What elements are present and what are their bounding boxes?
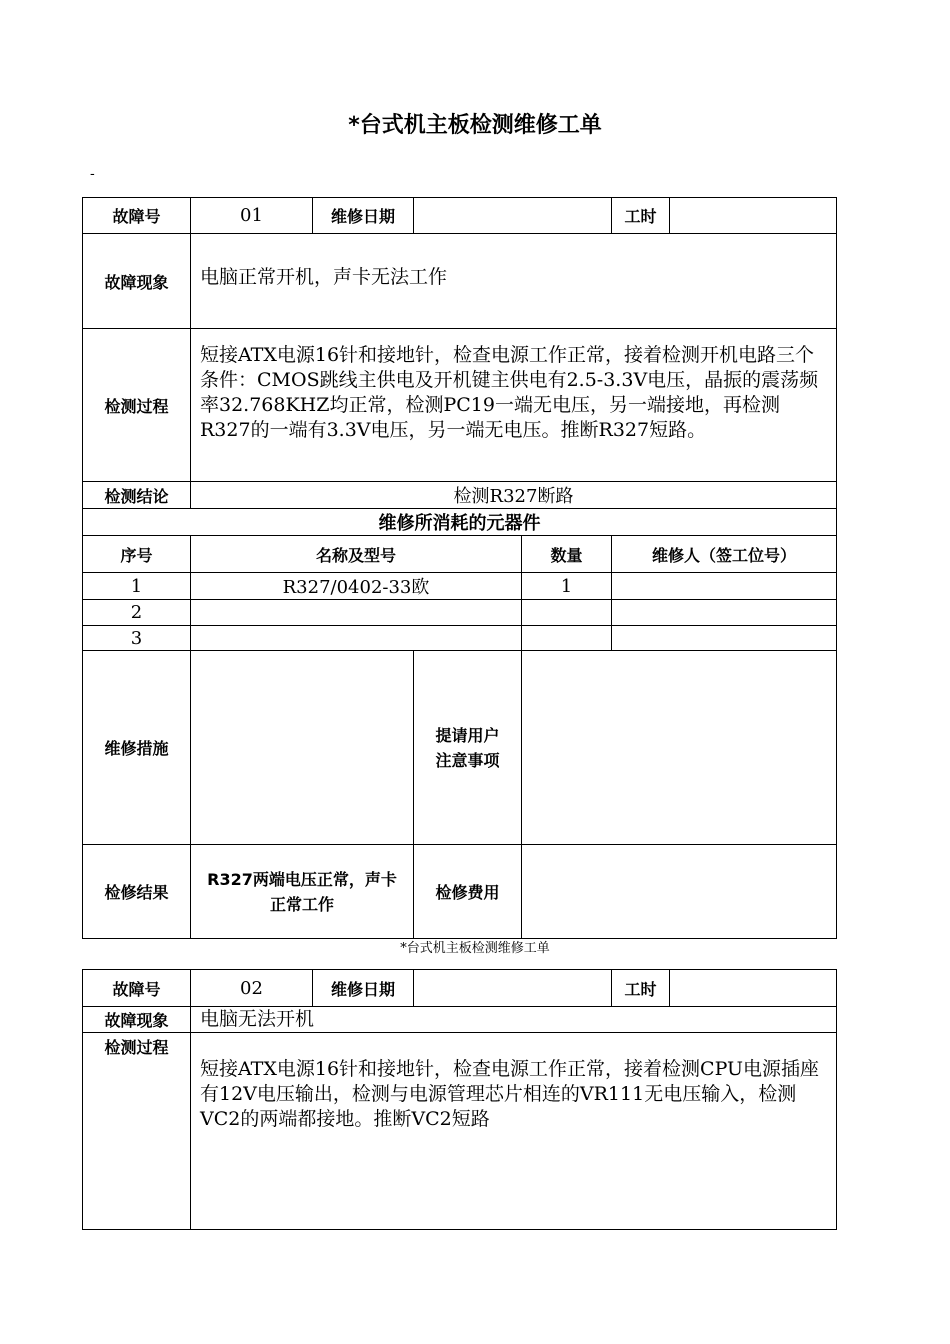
conclusion-value: 检测R327断路	[191, 482, 837, 509]
fee-label: 检修费用	[414, 845, 522, 939]
result-label: 检修结果	[83, 845, 191, 939]
measures-value[interactable]	[191, 651, 414, 845]
part-seq: 3	[83, 626, 191, 651]
part-repairer[interactable]	[612, 600, 837, 626]
process-label: 检测过程	[83, 1033, 191, 1230]
part-qty[interactable]	[522, 626, 612, 651]
process-value: 短接ATX电源16针和接地针，检查电源工作正常，接着检测开机电路三个条件：CMOS跳线主供电及开机键主供电有2.5-3.3V电压，晶振的震荡频率32.768KHZ均正常，检测PC19一端无电压，另一端接地，再检测R327的一端有3.3V电压，另一端无电压。推断R327短路。	[191, 329, 837, 482]
table-row	[83, 573, 837, 600]
result-value: R327两端电压正常，声卡正常工作	[191, 845, 414, 939]
symptom-label: 故障现象	[83, 1007, 191, 1033]
symptom-value: 电脑正常开机，声卡无法工作	[191, 234, 837, 329]
part-seq: 2	[83, 600, 191, 626]
part-repairer[interactable]	[612, 626, 837, 651]
process-label: 检测过程	[83, 329, 191, 482]
repair-date-value[interactable]	[414, 198, 612, 234]
notice-value[interactable]	[522, 651, 837, 845]
work-hours-label: 工时	[612, 198, 670, 234]
repair-date-value[interactable]	[414, 970, 612, 1007]
caption: *台式机主板检测维修工单	[400, 941, 550, 956]
work-order-table-1	[82, 197, 837, 939]
part-name[interactable]	[191, 626, 522, 651]
qty-header: 数量	[522, 536, 612, 573]
part-qty[interactable]	[522, 600, 612, 626]
table-row	[83, 600, 837, 626]
measures-label: 维修措施	[83, 651, 191, 845]
seq-header: 序号	[83, 536, 191, 573]
work-hours-label: 工时	[612, 970, 670, 1007]
fault-no-value: 02	[191, 970, 313, 1007]
conclusion-label: 检测结论	[83, 482, 191, 509]
work-hours-value[interactable]	[670, 198, 837, 234]
part-seq: 1	[83, 573, 191, 600]
fault-no-label: 故障号	[83, 970, 191, 1007]
part-name[interactable]	[191, 600, 522, 626]
repair-date-label: 维修日期	[313, 970, 414, 1007]
name-model-header: 名称及型号	[191, 536, 522, 573]
work-order-table-2	[82, 969, 837, 1230]
repair-date-label: 维修日期	[313, 198, 414, 234]
parts-section-title: 维修所消耗的元器件	[83, 509, 837, 536]
fault-no-value: 01	[191, 198, 313, 234]
symptom-value: 电脑无法开机	[191, 1007, 837, 1033]
dash-mark: -	[90, 166, 95, 182]
table-row	[83, 626, 837, 651]
part-name: R327/0402-33欧	[191, 573, 522, 600]
page-title: *台式机主板检测维修工单	[348, 113, 602, 138]
part-repairer[interactable]	[612, 573, 837, 600]
notice-label: 提请用户注意事项	[414, 651, 522, 845]
fault-no-label: 故障号	[83, 198, 191, 234]
part-qty: 1	[522, 573, 612, 600]
process-value: 短接ATX电源16针和接地针，检查电源工作正常，接着检测CPU电源插座有12V电压输出，检测与电源管理芯片相连的VR111无电压输入，检测VC2的两端都接地。推断VC2短路	[191, 1033, 837, 1230]
work-hours-value[interactable]	[670, 970, 837, 1007]
fee-value[interactable]	[522, 845, 837, 939]
repairer-header: 维修人（签工位号）	[612, 536, 837, 573]
symptom-label: 故障现象	[83, 234, 191, 329]
